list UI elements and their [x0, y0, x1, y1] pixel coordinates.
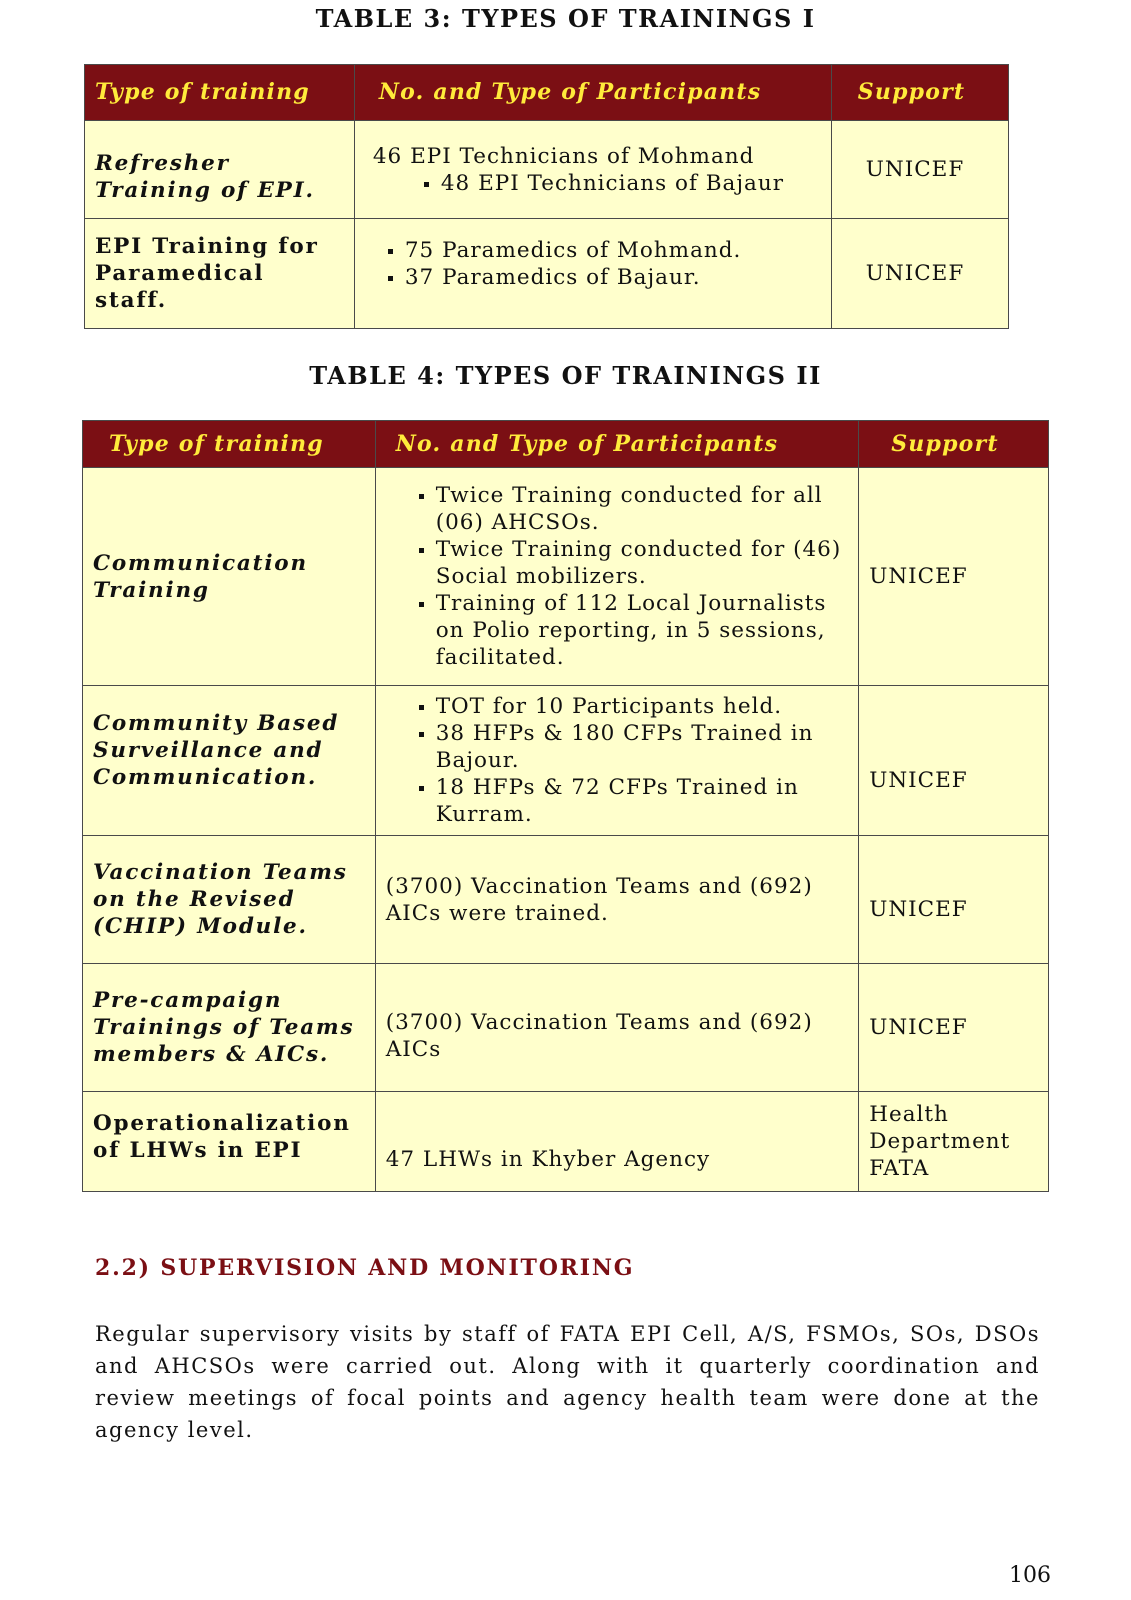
table-4-caption: TABLE 4: TYPES OF TRAININGS II — [309, 361, 822, 390]
support-cell: UNICEF — [859, 468, 1049, 686]
participants-cell — [375, 686, 859, 836]
column-header: Type of training — [85, 65, 355, 121]
column-header: No. and Type of Participants — [354, 65, 831, 121]
participants-list — [365, 237, 821, 291]
table-row — [83, 686, 1049, 836]
training-type-cell: Pre-campaign Trainings of Teams members & AICs. — [83, 964, 376, 1092]
training-type-cell: Communication Training — [83, 468, 376, 686]
training-type-cell: Refresher Training of EPI. — [85, 121, 355, 219]
table-row — [83, 1092, 1049, 1192]
participants-list — [386, 693, 849, 828]
table-row — [85, 121, 1009, 219]
training-type-cell: Vaccination Teams on the Revised (CHIP) Module. — [83, 836, 376, 964]
page-number: 106 — [1009, 1563, 1051, 1588]
participants-cell: (3700) Vaccination Teams and (692) AICs were trained. — [375, 836, 859, 964]
list-item: ▪ 38 HFPs & 180 CFPs Trained in Bajour. — [436, 720, 849, 774]
support-cell: UNICEF — [859, 964, 1049, 1092]
table-header-row — [85, 65, 1009, 121]
participants-cell — [375, 468, 859, 686]
table-header-row — [83, 421, 1049, 468]
participants-cell — [354, 121, 831, 219]
column-header: No. and Type of Participants — [375, 421, 859, 468]
list-item: ▪ Training of 112 Local Journalists on Polio reporting, in 5 sessions, facilitated. — [436, 590, 849, 671]
participants-cell: 47 LHWs in Khyber Agency — [375, 1092, 859, 1192]
list-item: ▪ 37 Paramedics of Bajaur. — [405, 264, 821, 291]
participants-cell — [354, 219, 831, 329]
section-heading: 2.2) SUPERVISION AND MONITORING — [95, 1255, 635, 1281]
list-item: ▪ 75 Paramedics of Mohmand. — [405, 237, 821, 264]
list-item: ▪ 48 EPI Technicians of Bajaur — [441, 170, 821, 197]
support-cell: Health Department FATA — [859, 1092, 1049, 1192]
column-header: Support — [859, 421, 1049, 468]
list-item: ▪ TOT for 10 Participants held. — [436, 693, 849, 720]
support-cell: UNICEF — [831, 219, 1008, 329]
table-row — [83, 468, 1049, 686]
section-paragraph: Regular supervisory visits by staff of FATA EPI Cell, A/S, FSMOs, SOs, DSOs and AHCSOs were carried out. Along with it quarterly coordination and review meetings of focal points and agency health team were done at the agency level. — [95, 1322, 1040, 1442]
table-3-caption: TABLE 3: TYPES OF TRAININGS I — [315, 4, 816, 33]
participants-text: 46 EPI Technicians of Mohmand — [372, 143, 755, 169]
support-cell: UNICEF — [859, 836, 1049, 964]
table-4 — [82, 420, 1049, 1192]
participants-cell: (3700) Vaccination Teams and (692) AICs — [375, 964, 859, 1092]
table-row — [85, 219, 1009, 329]
table-3 — [84, 64, 1009, 329]
table-row — [83, 964, 1049, 1092]
list-item: ▪ Twice Training conducted for (46) Social mobilizers. — [436, 536, 849, 590]
table-row — [83, 836, 1049, 964]
column-header: Type of training — [83, 421, 376, 468]
support-cell: UNICEF — [831, 121, 1008, 219]
training-type-cell: EPI Training for Paramedical staff. — [85, 219, 355, 329]
training-type-cell: Community Based Surveillance and Communication. — [83, 686, 376, 836]
support-cell: UNICEF — [859, 686, 1049, 836]
column-header: Support — [831, 65, 1008, 121]
list-item: ▪ Twice Training conducted for all (06) AHCSOs. — [436, 482, 849, 536]
participants-list — [386, 482, 849, 671]
training-type-cell: Operationalization of LHWs in EPI — [83, 1092, 376, 1192]
list-item: ▪ 18 HFPs & 72 CFPs Trained in Kurram. — [436, 774, 849, 828]
participants-list — [373, 170, 821, 197]
